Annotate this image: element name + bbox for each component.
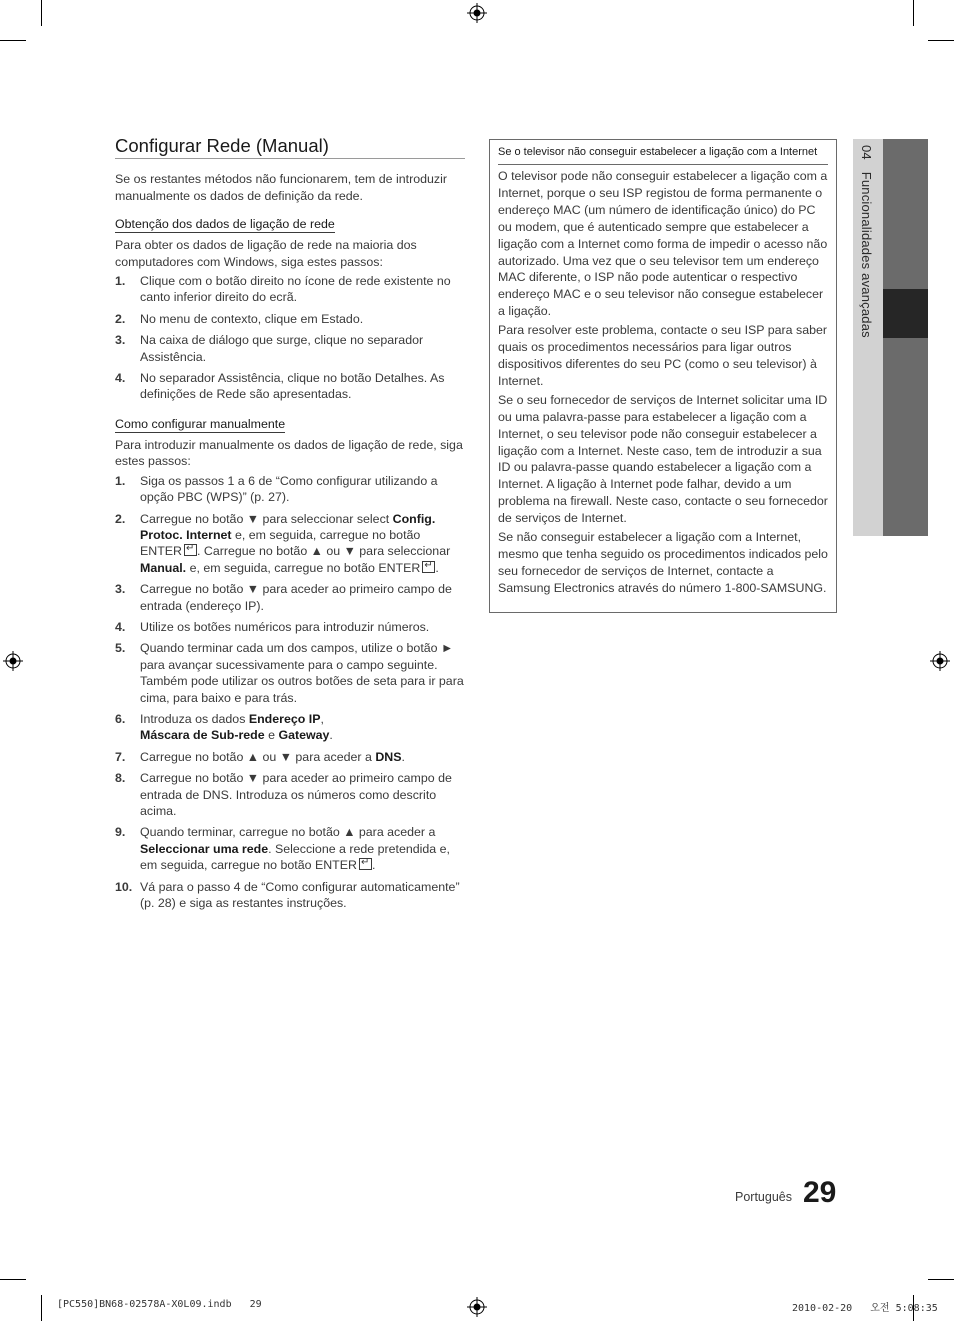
section-intro: Para introduzir manualmente os dados de ligação de rede, siga estes passos: [115,437,463,469]
main-column [115,135,465,916]
list-item: 4. No separador Assistência, clique no botão Detalhes. As definições de Rede são apresentadas. [115,371,445,402]
info-paragraph: O televisor pode não conseguir estabelecer a ligação com a Internet, porque o seu ISP registou de forma permanente o endereço MAC (um número de identificação único) do PC ou modem, que é autenticado sempre que estabelecer a ligação com a Internet como forma de impedir o acesso não autorizado. Uma vez que o seu televisor tem um endereço MAC diferente, o ISP não pode autenticar o respectivo endereço MAC e o seu televisor não consegue estabelecer a ligação. [498,169,828,319]
crop-mark [928,1279,954,1280]
list-item: 2. No menu de contexto, clique em Estado. [115,311,364,326]
page-number: 29 [803,1176,837,1209]
list-item: 1. Siga os passos 1 a 6 de “Como configurar utilizando a opção PBC (WPS)” (p. 27). [115,473,438,505]
enter-icon [184,544,197,556]
info-paragraph: Se o seu fornecedor de serviços de Internet solicitar uma ID ou uma palavra-passe para estabelecer a ligação com a Internet, o seu televisor pode não conseguir estabelecer a ligação com a Internet. Neste caso, tem de introduzir a sua ID ou palavra-passe quando estabelecer a ligação com a Internet. A ligação à Internet pode falhar, devido a um problema na firewall. Neste caso, contacte o seu fornecedor de serviços de Internet. [498,392,828,526]
list-item: 2. Carregue no botão ▼ para seleccionar select Config. Protoc. Internet e, em seguida, carregue no botão ENTER↵ . Carregue no botão ▲ ou ▼ para seleccionar Manual. e, em seguida, carregue no botão ENTER↵ . [115,511,465,577]
steps-list-obtain-data [115,273,465,403]
enter-icon [422,561,435,573]
info-box [489,139,837,613]
chapter-title: Funcionalidades avançadas [859,171,874,338]
list-item: 7. Carregue no botão ▲ ou ▼ para aceder a DNS. [115,749,405,764]
registration-mark-icon [467,1297,487,1317]
list-item: 5. Quando terminar cada um dos campos, utilize o botão ► para avançar sucessivamente para o campo seguinte. Também pode utilizar os outros botões de seta para ir para cima, para baixo e para trás. [115,641,464,705]
registration-mark-icon [3,651,23,671]
crop-mark [41,1295,42,1321]
list-item: 8. Carregue no botão ▼ para aceder ao primeiro campo de entrada de DNS. Introduza os números como descrito acima. [115,771,452,818]
info-paragraph: Se não conseguir estabelecer a ligação com a Internet, mesmo que tenha seguido os procedimentos indicados pelo seu fornecedor de serviços de Internet, contacte a Samsung Electronics através do número 1-800-SAMSUNG. [498,530,828,595]
crop-mark [0,40,26,41]
enter-icon [359,858,372,870]
section-intro: Para obter os dados de ligação de rede na maioria dos computadores com Windows, siga estes passos: [115,238,417,269]
list-item: 6. Introduza os dados Endereço IP, Máscara de Sub-rede e Gateway. [115,711,333,743]
crop-mark [0,1279,26,1280]
list-item: 4. Utilize os botões numéricos para introduzir números. [115,619,430,634]
side-tab-marker [883,289,928,338]
info-box-title: Se o televisor não conseguir estabelecer a ligação com a Internet [498,145,828,165]
list-item: 1. Clique com o botão direito no ícone de rede existente no canto inferior direito do ecrã. [115,274,451,305]
section-heading-obtain-data: Obtenção dos dados de ligação de rede [115,217,335,232]
info-paragraph: Para resolver este problema, contacte o seu ISP para saber quais os procedimentos necessários para ligar outros dispositivos diferentes do seu PC (como o seu televisor) à Internet. [498,323,827,388]
list-item: 3. Na caixa de diálogo que surge, clique no separador Assistência. [115,333,424,364]
page-title: Configurar Rede (Manual) [115,138,465,159]
crop-mark [928,40,954,41]
chapter-label [859,145,874,338]
crop-mark [913,0,914,26]
print-file-info: [PC550]BN68-02578A-X0L09.indb 29 [57,1299,262,1310]
steps-list-manual-config [115,473,465,912]
language-label: Português [735,1190,792,1204]
registration-mark-icon [930,651,950,671]
registration-mark-icon [467,3,487,23]
chapter-number: 04 [859,145,874,160]
list-item: 9. Quando terminar, carregue no botão ▲ para aceder a Seleccionar uma rede. Seleccione a rede pretendida e, em seguida, carregue no botão ENTER↵ . [115,824,465,873]
list-item: 3. Carregue no botão ▼ para aceder ao primeiro campo de entrada (endereço IP). [115,582,452,613]
list-item: 10. Vá para o passo 4 de “Como configurar automaticamente” (p. 28) e siga as restantes instruções. [115,879,460,911]
section-heading-manual-config: Como configurar manualmente [115,416,286,431]
crop-mark [41,0,42,26]
intro-text: Se os restantes métodos não funcionarem, tem de introduzir manualmente os dados de definição da rede. [115,172,447,203]
print-timestamp: 2010-02-20 오전 5:08:35 [792,1303,938,1314]
